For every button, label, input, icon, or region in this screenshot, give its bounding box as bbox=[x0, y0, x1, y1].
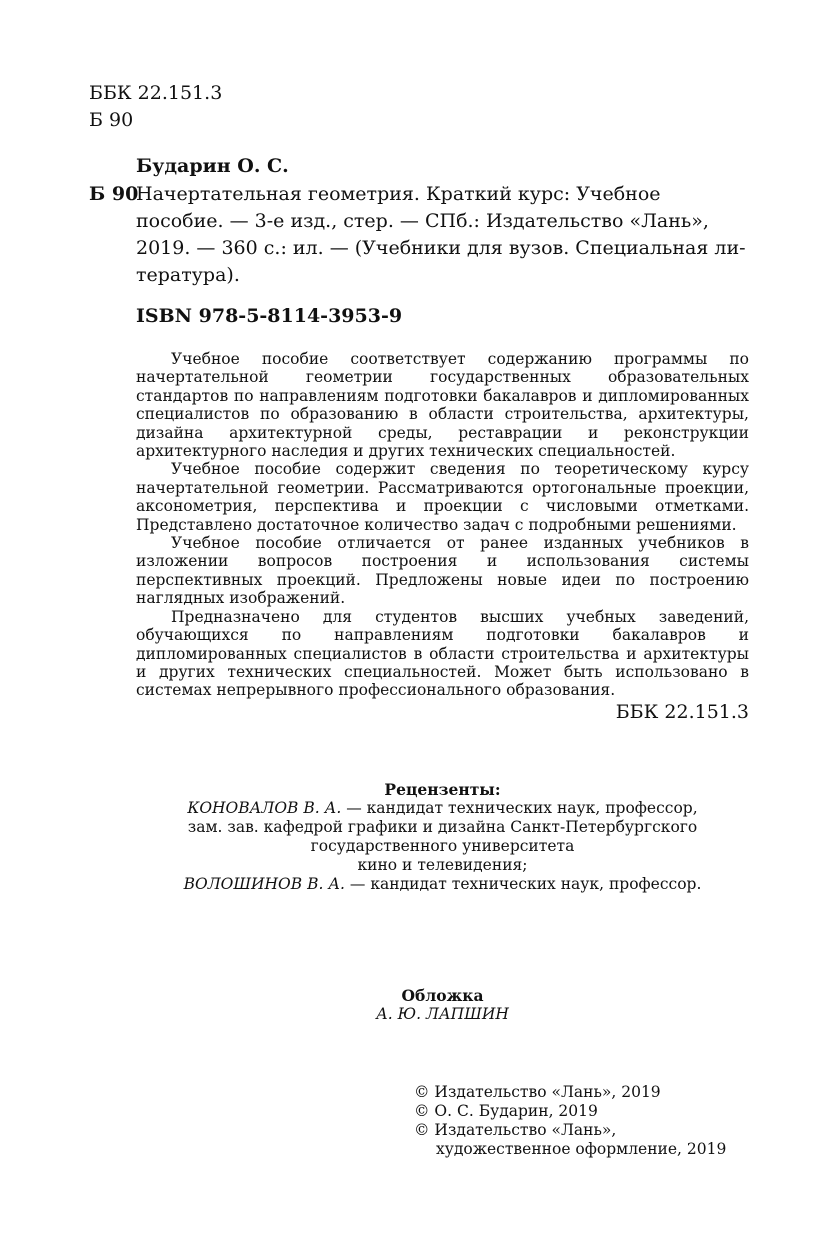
copyright-line: © Издательство «Лань», 2019 bbox=[414, 1083, 661, 1101]
bib-line: Начертательная геометрия. Краткий курс: Учебное bbox=[136, 183, 661, 205]
isbn: ISBN 978-5-8114-3953-9 bbox=[136, 305, 403, 327]
reviewer-1-affiliation: кино и телевидения; bbox=[357, 856, 528, 874]
reviewers-block bbox=[136, 780, 749, 894]
reviewer-1-affiliation: государственного университета bbox=[310, 837, 575, 855]
copyright-line: © Издательство «Лань», bbox=[414, 1121, 617, 1139]
call-mark: Б 90 bbox=[89, 183, 139, 205]
abstract-paragraph: Учебное пособие содержит сведения по теоретическому курсу начертательной геометрии. Рассматриваются ортогональные проекции, аксонометрия, перспектива и проекции с числовыми отметками. Представлено достаточное количество задач с подробными решениями. bbox=[136, 460, 749, 534]
reviewer-2 bbox=[136, 875, 749, 894]
bbk-code: ББК 22.151.3 bbox=[89, 82, 223, 104]
bib-line: тература). bbox=[136, 264, 240, 286]
reviewer-1-affiliation: зам. зав. кафедрой графики и дизайна Санкт-Петербургского bbox=[187, 818, 698, 836]
abstract-paragraph: Предназначено для студентов высших учебных заведений, обучающихся по направлениям подготовки бакалавров и дипломированных специалистов в области строительства и архитектуры и других технических специальностей. Может быть использовано в системах непрерывного профессионального образования. bbox=[136, 607, 749, 700]
reviewers-heading: Рецензенты: bbox=[384, 780, 501, 799]
cover-credit bbox=[136, 986, 749, 1024]
reviewer-1-name: КОНОВАЛОВ В. А. bbox=[187, 799, 342, 817]
header-block bbox=[89, 80, 222, 134]
reviewer-1-title: — кандидат технических наук, профессор, bbox=[341, 799, 698, 817]
bib-line: 2019. — 360 с.: ил. — (Учебники для вузов. Специальная ли- bbox=[136, 237, 746, 259]
cover-designer: А. Ю. ЛАПШИН bbox=[376, 1005, 509, 1023]
cover-heading: Обложка bbox=[401, 986, 484, 1005]
copyright-line: © О. С. Бударин, 2019 bbox=[414, 1102, 598, 1120]
copyright-block bbox=[414, 1083, 726, 1159]
bibliographic-description bbox=[136, 181, 749, 289]
reviewer-1 bbox=[136, 799, 749, 818]
author-mark: Б 90 bbox=[89, 109, 134, 131]
abstract-paragraph: Учебное пособие отличается от ранее изданных учебников в изложении вопросов построения и использования системы перспективных проекций. Предложены новые идеи по построению наглядных изображений. bbox=[136, 534, 749, 608]
reviewer-2-title: — кандидат технических наук, профессор. bbox=[345, 875, 702, 893]
bib-line: пособие. — 3-е изд., стер. — СПб.: Издательство «Лань», bbox=[136, 210, 709, 232]
abstract bbox=[136, 350, 749, 700]
bbk-code-bottom: ББК 22.151.3 bbox=[615, 701, 749, 723]
abstract-paragraph: Учебное пособие соответствует содержанию программы по начертательной геометрии государственных образовательных стандартов по направлениям подготовки бакалавров и дипломированных специалистов по образованию в области строительства, архитектуры, дизайна архитектурной среды, реставрации и реконструкции архитектурного наследия и других технических специальностей. bbox=[136, 350, 749, 461]
reviewer-2-name: ВОЛОШИНОВ В. А. bbox=[183, 875, 345, 893]
copyright-continuation: художественное оформление, 2019 bbox=[436, 1140, 727, 1158]
author-name: Бударин О. С. bbox=[136, 155, 289, 177]
